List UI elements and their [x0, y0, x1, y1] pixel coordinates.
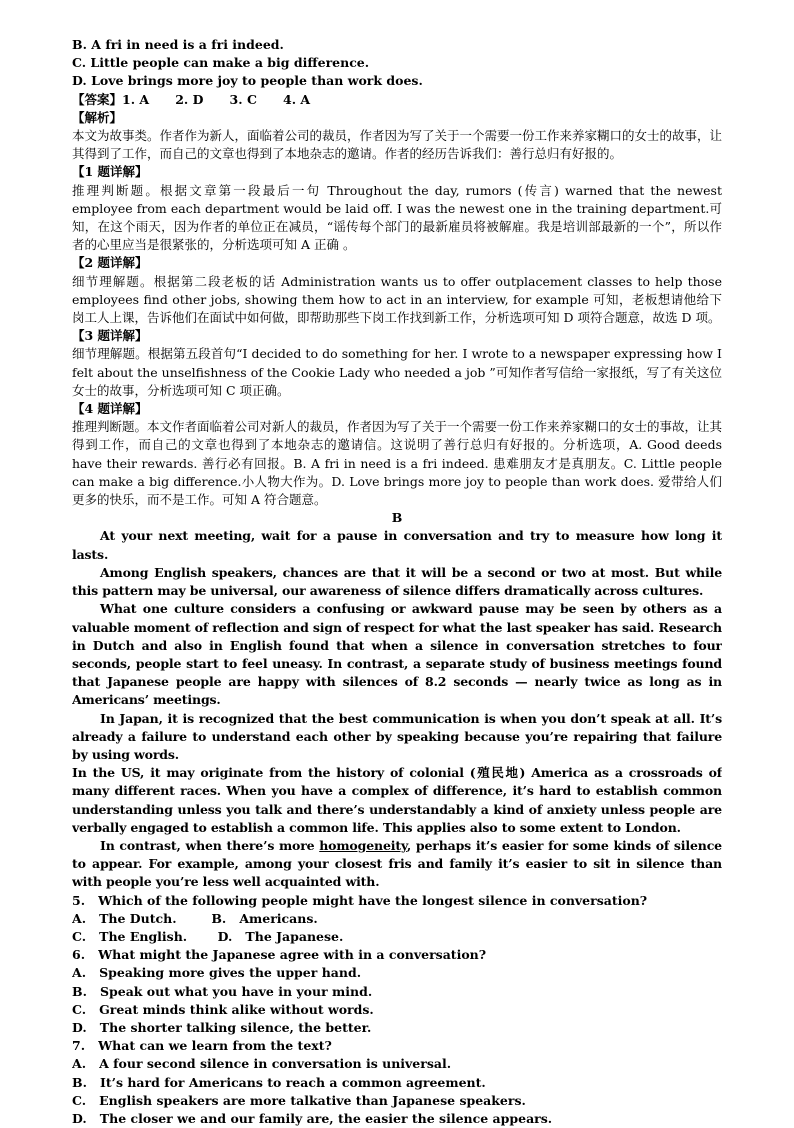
section-letter: B: [391, 510, 403, 526]
passage-paragraph-4: In Japan, it is recognized that the best communication is when you don’t speak at all. It’s already a failure to understand each other by speaking because you’re repairing that failure by using words.: [72, 710, 722, 762]
answer-line: 【答案】1. A 2. D 3. C 4. A: [72, 91, 311, 107]
analysis-heading: 【解析】: [72, 109, 123, 125]
passage-paragraph-6: In contrast, when there’s more homogeneity, perhaps it’s easier for some kinds of silence to appear. For example, among your closest fris and family it’s easier to sit in silence than with people you’re less well acquainted with.: [72, 837, 722, 890]
question-7-option-c: C. English speakers are more talkative than Japanese speakers.: [72, 1092, 526, 1108]
question-5-options-row-2: C. The English. D. The Japanese.: [72, 928, 344, 944]
question-7-stem: 7. What can we learn from the text?: [72, 1038, 332, 1054]
q4-text: 推理判断题。本文作者面临着公司对新人的裁员，作者因为写了关于一个需要一份工作来养家糊口的女士的事故，让其得到工作，而自己的文章也得到了本地杂志的邀请信。这说明了善行总归有好报的。分析选项，A. Good deeds have their rewards. 善行必有回报。B. A fri in need is a fri indeed. 患难朋友才是真朋友。C. Little people can make a big difference.小人物大作为。D. Love brings more joy to people than work does. 爱带给人们更多的快乐，而不是工作。可知 A 符合题意。: [72, 419, 722, 508]
option-d: D. Love brings more joy to people than work does.: [72, 73, 423, 89]
question-6-stem: 6. What might the Japanese agree with in a conversation?: [72, 947, 487, 963]
question-6-option-a: A. Speaking more gives the upper hand.: [72, 965, 362, 981]
passage-paragraph-1: At your next meeting, wait for a pause in conversation and try to measure how long it lasts.: [72, 528, 722, 562]
q1-text: 推理判断题。根据文章第一段最后一句 Throughout the day, rumors (传言) warned that the newest employee from each department would be laid off. I was the newest one in the training department.可知，在这个雨天，因为作者的单位正在减员，“谣传每个部门的最新雇员将被解雇。我是培训部最新的一个”，所以作者的心里应当是很紧张的，分析选项可知 A 正确 。: [72, 182, 722, 253]
question-7-option-b: B. It’s hard for Americans to reach a common agreement.: [72, 1074, 486, 1090]
question-5-options-row-1: A. The Dutch. B. Americans.: [72, 910, 318, 926]
question-6-option-b: B. Speak out what you have in your mind.: [72, 983, 373, 999]
option-b: B. A fri in need is a fri indeed.: [72, 37, 284, 52]
passage-paragraph-5: In the US, it may originate from the history of colonial (殖民地) America as a crossroads of many different races. When you have a complex of difference, it’s hard to establish common understanding unless you talk and there’s understandably a kind of anxiety unless people are verbally engaged to establish a common life. This applies also to some extent to London.: [72, 765, 722, 835]
q3-heading: 【3 题详解】: [72, 328, 148, 344]
question-6-option-c: C. Great minds think alike without words.: [72, 1001, 374, 1017]
q4-heading: 【4 题详解】: [72, 401, 148, 417]
question-7-option-a: A. A four second silence in conversation is universal.: [72, 1056, 452, 1072]
q3-text: 细节理解题。根据第五段首句“I decided to do something for her. I wrote to a newspaper expressing how I felt about the unselfishness of the Cookie Lady who needed a job ”可知作者写信给一家报纸，写了有关这位女士的故事，分析选项可知 C 项正确。: [72, 346, 722, 398]
underlined-word: homogeneity: [319, 837, 407, 853]
option-c: C. Little people can make a big difference.: [72, 55, 370, 71]
document-page: [72, 36, 722, 1128]
question-5-stem: 5. Which of the following people might have the longest silence in conversation?: [72, 892, 648, 908]
q2-text: 细节理解题。根据第二段老板的话 Administration wants us to offer outplacement classes to help those employees find other jobs, showing them how to act in an interview, for example 可知，老板想请他给下岗工人上课，告诉他们在面试中如何做，即帮助那些下岗工作找到新工作，分析选项可知 D 项符合题意，故选 D 项。: [72, 273, 722, 326]
q1-heading: 【1 题详解】: [72, 164, 148, 180]
q2-heading: 【2 题详解】: [72, 255, 148, 271]
passage-paragraph-3: What one culture considers a confusing or awkward pause may be seen by others as a valuable moment of reflection and sign of respect for what the last speaker has said. Research in Dutch and also in English found that when a silence in conversation stretches to four seconds, people start to feel uneasy. In contrast, a separate study of business meetings found that Japanese people are happy with silences of 8.2 seconds — nearly twice as long as in Americans’ meetings.: [72, 601, 722, 708]
question-6-option-d: D. The shorter talking silence, the better.: [72, 1019, 372, 1035]
passage-paragraph-2: Among English speakers, chances are that it will be a second or two at most. But while this pattern may be universal, our awareness of silence differs dramatically across cultures.: [72, 564, 722, 599]
question-7-option-d: D. The closer we and our family are, the easier the silence appears.: [72, 1110, 553, 1126]
analysis-text: 本文为故事类。作者作为新人，面临着公司的裁员，作者因为写了关于一个需要一份工作来养家糊口的女士的故事，让其得到了工作，而自己的文章也得到了本地杂志的邀请。作者的经历告诉我们：善行总归有好报的。: [72, 128, 722, 162]
